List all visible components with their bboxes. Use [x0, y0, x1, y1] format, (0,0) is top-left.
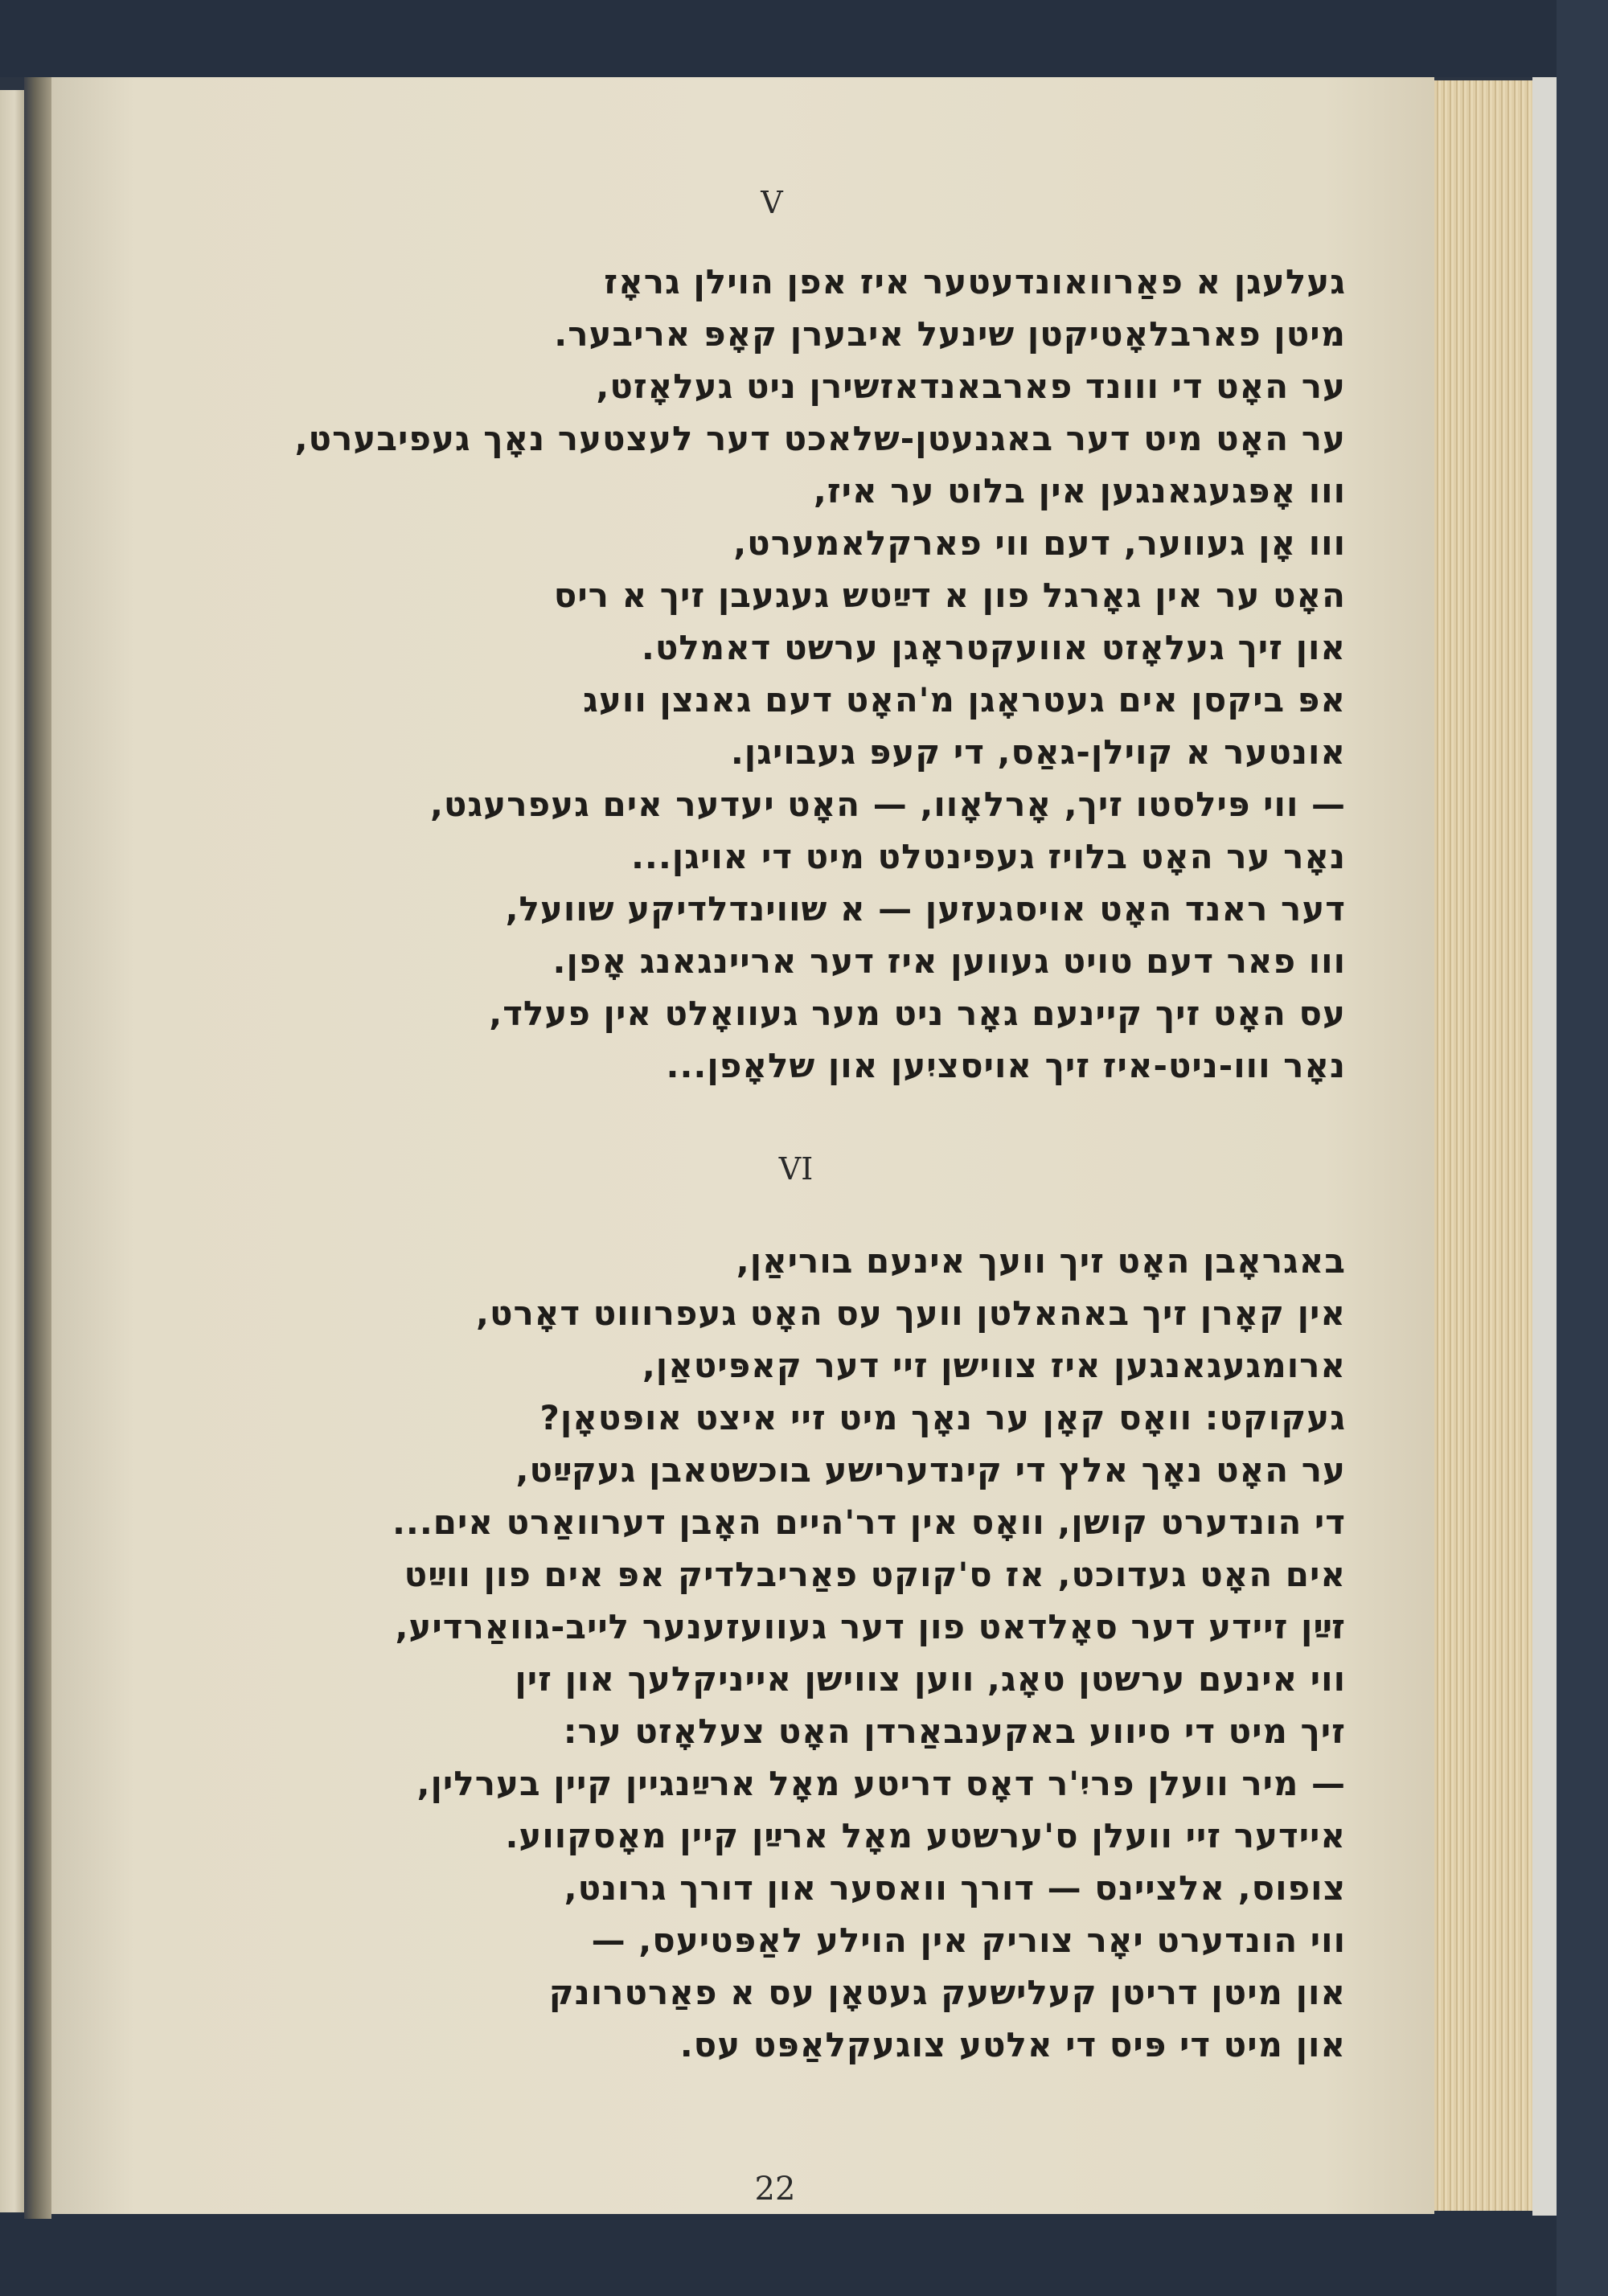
poem-line: ווי הונדערט יאָר צוריק אין הוילע לאַפּטיעס, — — [591, 1921, 1346, 1960]
poem-line: האָט ער אין גאָרגל פון א דײַטש געגעבן זיך א ריס — [553, 576, 1346, 615]
poem-line: ער האָט מיט דער באגנעטן-שלאכט דער לעצטער נאָך געפיבערט, — [294, 419, 1346, 458]
poem-line: זײַן זיידע דער סאָלדאט פון דער געוועזענער לייב-גוואַרדיע, — [395, 1607, 1346, 1646]
poem-line: ווו פאר דעם טויט געווען איז דער אריינגאנג אָפן. — [552, 941, 1346, 981]
poem-section-vi — [172, 1235, 1346, 2071]
poem-line: זיך מיט די סיווע באקענבאַרדן האָט צעלאָזט ער: — [563, 1712, 1346, 1751]
book-cover-top — [0, 0, 1608, 77]
book-cover-bottom — [0, 2203, 1608, 2296]
poem-line: דער ראנד האָט אויסגעזען — א שווינדלדיקע שוועל, — [505, 889, 1346, 929]
poem-line: ער האָט נאָך אלץ די קינדערישע בוכשטאבן געקײַט, — [515, 1450, 1346, 1490]
poem-line: אים האָט געדוכט, אז ס'קוקט פאַריבלדיק אפּ אים פון ווײַט — [404, 1555, 1346, 1594]
book-page — [51, 77, 1434, 2214]
poem-line: און זיך געלאָזט אוועקטראָגן ערשט דאמלט. — [641, 628, 1346, 667]
poem-line: אפּ ביקסן אים געטראָגן מ'האָט דעם גאנצן וועג — [583, 680, 1346, 720]
poem-line: אונטער א קוילן-גאַס, די קעפּ געבויגן. — [730, 732, 1346, 772]
book-cover-right — [1557, 0, 1608, 2296]
poem-line: — ווי פּילסטו זיך, אָרלאָוו, — האָט יעדער אים געפרעגט, — [429, 785, 1346, 824]
poem-line: עס האָט זיך קיינעם גאָר ניט מער געוואָלט אין פעלד, — [489, 994, 1346, 1033]
poem-line: נאָר ווו-ניט-איז זיך אויסציִען און שלאָפן... — [666, 1046, 1346, 1085]
poem-line: — מיר וועלן פריִ'ר דאָס דריטע מאָל ארײַנגיין קיין בערלין, — [416, 1764, 1346, 1803]
poem-line: געקוקט: וואָס קאָן ער נאָך מיט זיי איצט אופּטאָן? — [539, 1398, 1346, 1437]
poem-line: געלעגן א פאַרוואונדעטער איז אפן הוילן גראָז — [604, 262, 1346, 301]
page-number: 22 — [754, 2171, 796, 2208]
left-page-edge — [0, 90, 24, 2212]
poem-line: די הונדערט קושן, וואָס אין דר'היים האָבן דערוואַרט אים... — [392, 1503, 1346, 1542]
poem-line: ווי אינעם ערשטן טאָג, ווען צווישן אייניקלעך און זין — [515, 1659, 1346, 1699]
poem-line: ווו אָן געווער, דעם ווי פארקלאמערט, — [733, 523, 1346, 563]
poem-line: צופוס, אלציינס — דורך וואסער און דורך גרונט, — [564, 1868, 1346, 1908]
poem-section-v — [172, 256, 1346, 1092]
poem-line: און מיט די פּיס די אלטע צוגעקלאַפּט עס. — [679, 2025, 1346, 2064]
poem-line: איידער זיי וועלן ס'ערשטע מאָל ארײַן קיין מאָסקווע. — [505, 1816, 1346, 1855]
poem-line: און מיטן דריטן קעלישעק געטאָן עס א פאַרטרונק — [548, 1973, 1346, 2012]
cover-edge-strip — [1532, 77, 1557, 2216]
poem-line: נאָר ער האָט בלויז געפינטלט מיט די אויגן... — [630, 837, 1346, 876]
poem-line: ווו אָפּגעגאנגען אין בלוט ער איז, — [813, 471, 1346, 510]
poem-line: אין קאָרן זיך באהאלטן וועך עס האָט געפרוווט דאָרט, — [476, 1294, 1346, 1333]
section-number-v: V — [761, 185, 783, 220]
page-stack-edges — [1434, 80, 1532, 2211]
poem-line: מיטן פארבלאָטיקטן שינעל איבערן קאָפּ אריבער. — [554, 314, 1346, 354]
section-number-vi: VI — [778, 1151, 814, 1187]
poem-line: באגראָבן האָט זיך וועך אינעם בוריאַן, — [736, 1241, 1346, 1281]
book-gutter — [24, 77, 51, 2219]
poem-line: ער האָט די ווונד פארבאנדאזשירן ניט געלאָזט, — [596, 367, 1346, 406]
poem-line: ארומגעגאנגען איז צווישן זיי דער קאפּיטאַן, — [642, 1346, 1346, 1385]
